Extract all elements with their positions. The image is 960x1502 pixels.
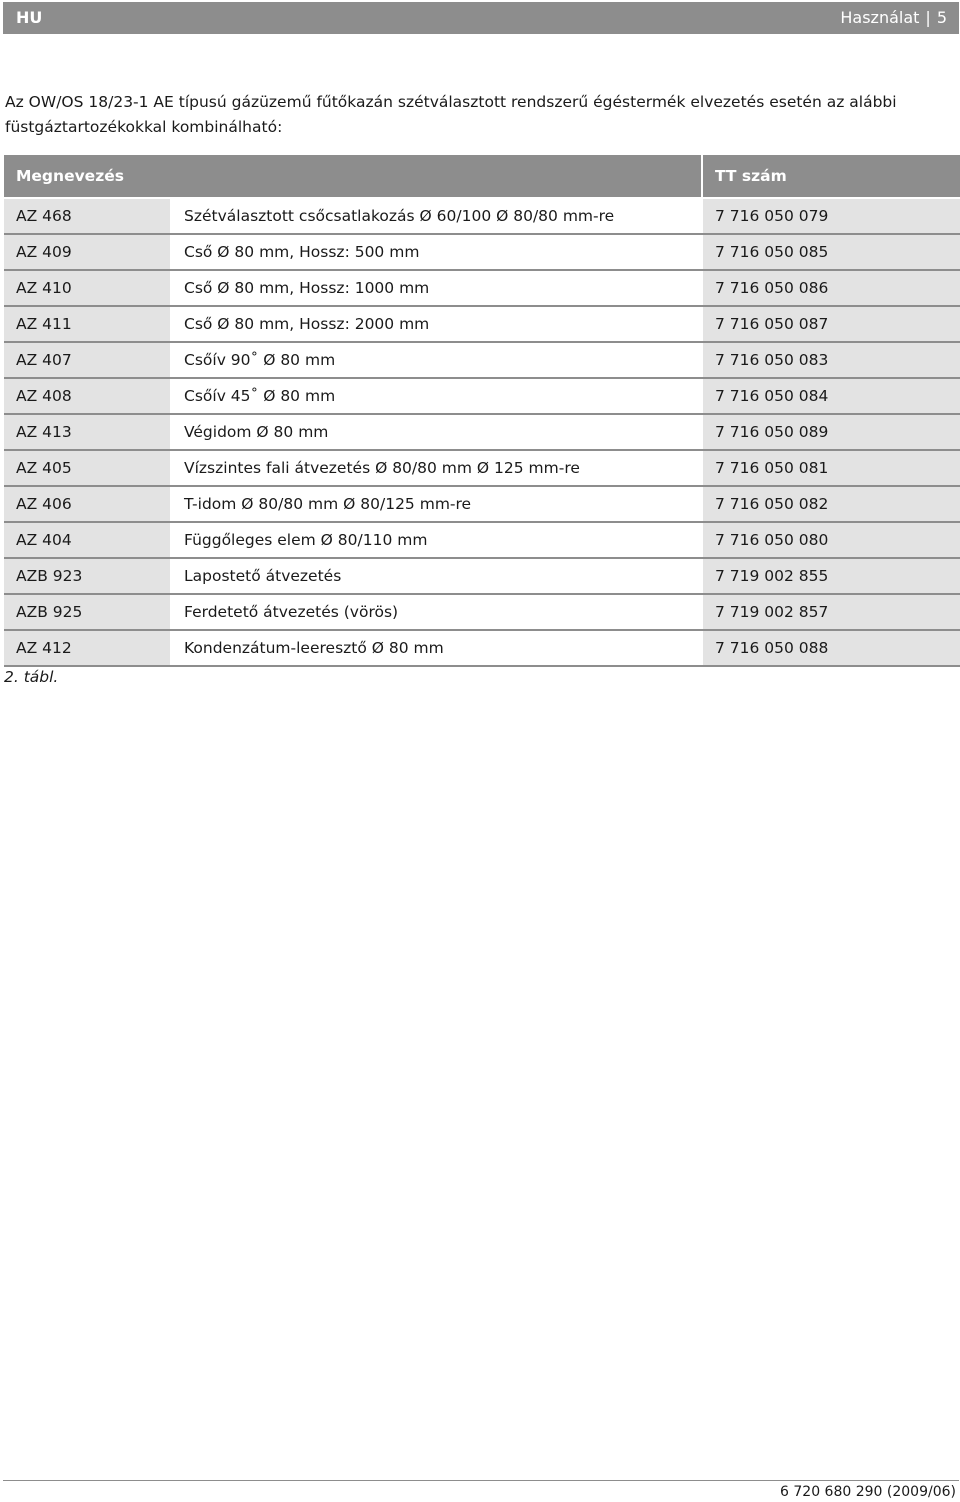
product-code: AZ 412 xyxy=(4,630,171,666)
table-row xyxy=(4,522,960,558)
product-code: AZ 411 xyxy=(4,306,171,342)
tt-number: 7 716 050 087 xyxy=(702,306,960,342)
intro-paragraph: Az OW/OS 18/23-1 AE típusú gázüzemű fűtőkazán szétválasztott rendszerű égéstermék elvezetés esetén az alábbi füstgáztartozékokkal kombinálható: xyxy=(5,93,897,136)
table-row xyxy=(4,378,960,414)
tt-number: 7 716 050 080 xyxy=(702,522,960,558)
page-header xyxy=(3,2,959,34)
header-tt-number: TT szám xyxy=(702,155,960,198)
product-description: Vízszintes fali átvezetés Ø 80/80 mm Ø 125 mm-re xyxy=(171,450,702,486)
product-code: AZ 468 xyxy=(4,198,171,234)
product-description: Csőív 90˚ Ø 80 mm xyxy=(171,342,702,378)
header-separator: | xyxy=(925,8,931,27)
tt-number: 7 716 050 082 xyxy=(702,486,960,522)
product-description: Csőív 45˚ Ø 80 mm xyxy=(171,378,702,414)
table-header-row xyxy=(4,155,960,198)
product-code: AZ 405 xyxy=(4,450,171,486)
product-code: AZ 413 xyxy=(4,414,171,450)
table-row xyxy=(4,630,960,666)
language-code: HU xyxy=(16,8,43,27)
product-code: AZ 404 xyxy=(4,522,171,558)
product-code: AZ 409 xyxy=(4,234,171,270)
accessories-table xyxy=(4,155,960,667)
table-row xyxy=(4,594,960,630)
table-row xyxy=(4,486,960,522)
table-caption: 2. tábl. xyxy=(4,668,59,686)
tt-number: 7 716 050 083 xyxy=(702,342,960,378)
product-description: Lapostető átvezetés xyxy=(171,558,702,594)
product-description: Cső Ø 80 mm, Hossz: 500 mm xyxy=(171,234,702,270)
section-title: Használat xyxy=(840,8,920,27)
product-description: Cső Ø 80 mm, Hossz: 1000 mm xyxy=(171,270,702,306)
table-row xyxy=(4,306,960,342)
product-description: Cső Ø 80 mm, Hossz: 2000 mm xyxy=(171,306,702,342)
document-code: 6 720 680 290 (2009/06) xyxy=(780,1484,956,1500)
product-description: Kondenzátum-leeresztő Ø 80 mm xyxy=(171,630,702,666)
product-code: AZB 925 xyxy=(4,594,171,630)
tt-number: 7 716 050 089 xyxy=(702,414,960,450)
table-row xyxy=(4,198,960,234)
product-code: AZ 410 xyxy=(4,270,171,306)
tt-number: 7 719 002 857 xyxy=(702,594,960,630)
tt-number: 7 716 050 081 xyxy=(702,450,960,486)
tt-number: 7 719 002 855 xyxy=(702,558,960,594)
page-number: 5 xyxy=(936,8,947,27)
tt-number: 7 716 050 079 xyxy=(702,198,960,234)
table-row xyxy=(4,450,960,486)
product-description: T-idom Ø 80/80 mm Ø 80/125 mm-re xyxy=(171,486,702,522)
table-row xyxy=(4,558,960,594)
footer-divider xyxy=(3,1480,959,1481)
tt-number: 7 716 050 085 xyxy=(702,234,960,270)
table-row xyxy=(4,342,960,378)
tt-number: 7 716 050 086 xyxy=(702,270,960,306)
product-code: AZ 406 xyxy=(4,486,171,522)
table-row xyxy=(4,270,960,306)
product-description: Ferdetető átvezetés (vörös) xyxy=(171,594,702,630)
product-description: Függőleges elem Ø 80/110 mm xyxy=(171,522,702,558)
product-description: Szétválasztott csőcsatlakozás Ø 60/100 Ø 80/80 mm-re xyxy=(171,198,702,234)
tt-number: 7 716 050 088 xyxy=(702,630,960,666)
header-name: Megnevezés xyxy=(4,155,702,198)
product-code: AZ 407 xyxy=(4,342,171,378)
product-code: AZB 923 xyxy=(4,558,171,594)
table-row xyxy=(4,234,960,270)
product-code: AZ 408 xyxy=(4,378,171,414)
table-body xyxy=(4,198,960,666)
table-row xyxy=(4,414,960,450)
tt-number: 7 716 050 084 xyxy=(702,378,960,414)
product-description: Végidom Ø 80 mm xyxy=(171,414,702,450)
header-section-info xyxy=(840,2,947,34)
